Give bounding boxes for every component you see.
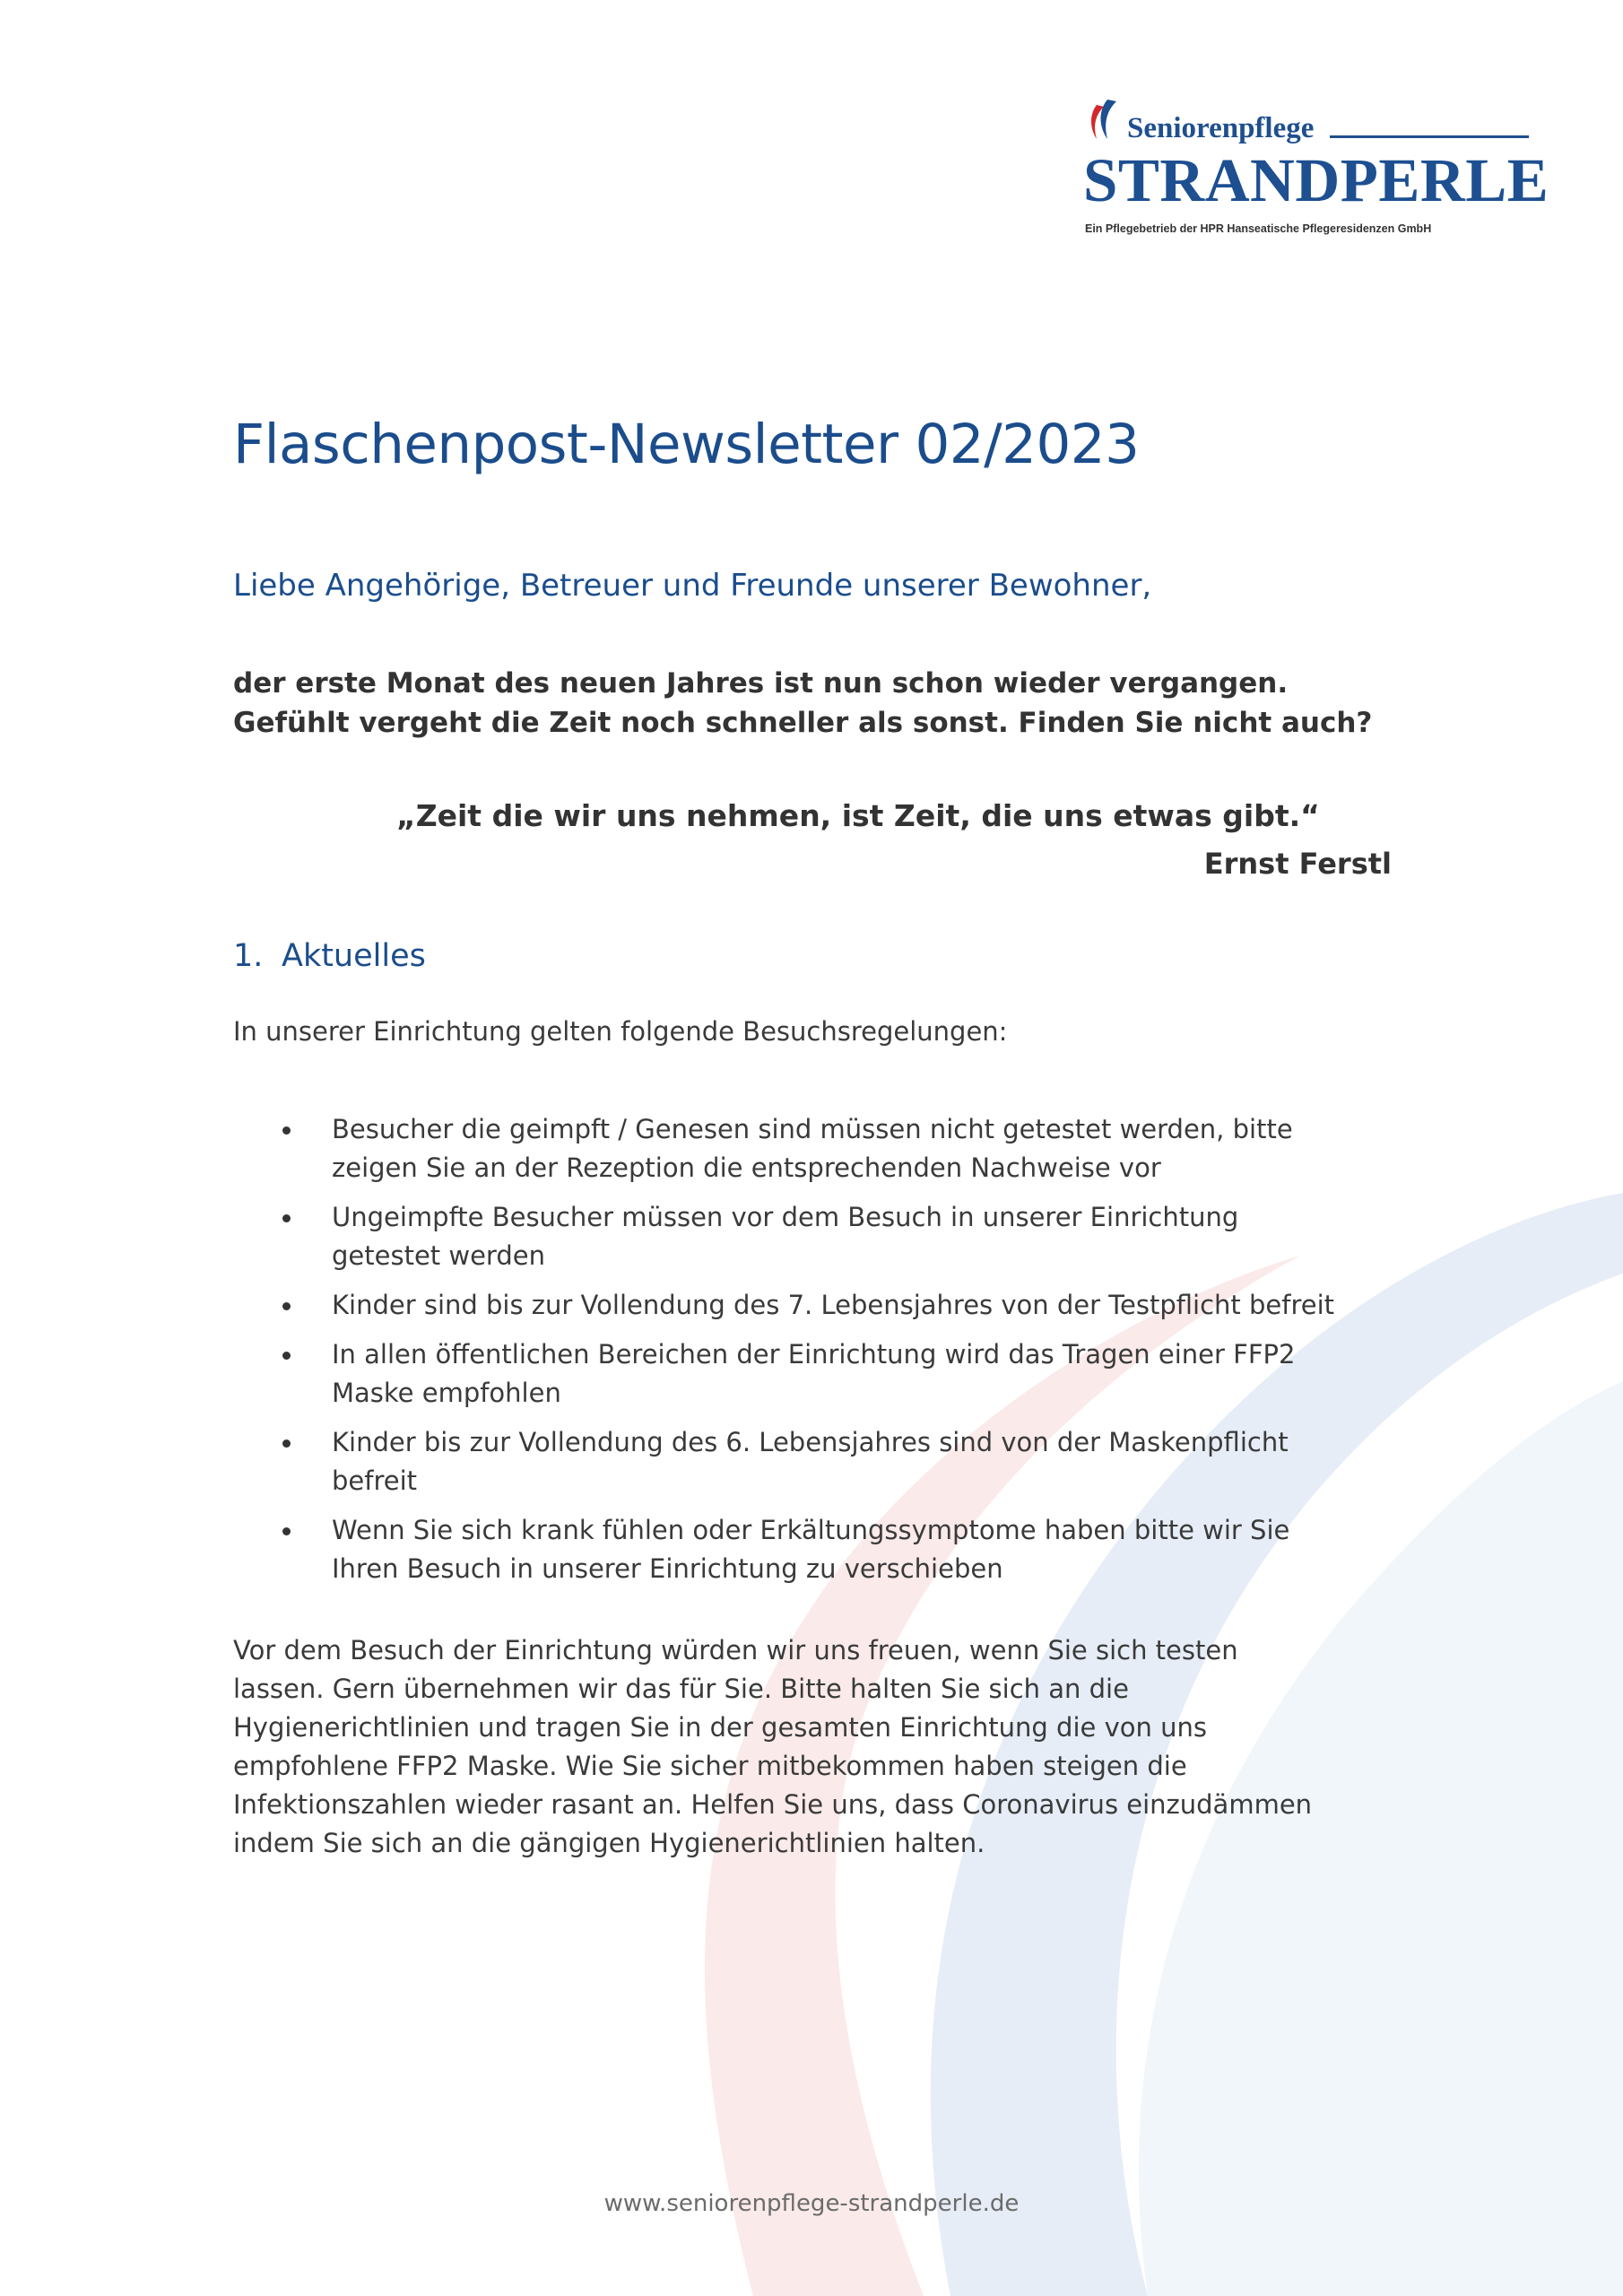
- intro-line: der erste Monat des neuen Jahres ist nun schon wieder vergangen.: [233, 667, 1289, 700]
- bullet-icon: [282, 1214, 291, 1222]
- bullet-icon: [282, 1126, 291, 1135]
- list-item: Wenn Sie sich krank fühlen oder Erkältungssymptome haben bitte wir Sie Ihren Besuch in unserer Einrichtung zu verschieben: [233, 1511, 1399, 1588]
- greeting: Liebe Angehörige, Betreuer und Freunde unserer Bewohner,: [233, 568, 1152, 604]
- paragraph-line: lassen. Gern übernehmen wir das für Sie. Bitte halten Sie sich an die: [233, 1674, 1129, 1704]
- section-heading-aktuelles: [233, 938, 426, 974]
- bullet-icon: [282, 1527, 291, 1535]
- paragraph-line: empfohlene FFP2 Maske. Wie Sie sicher mitbekommen haben steigen die: [233, 1751, 1187, 1781]
- list-item: Kinder bis zur Vollendung des 6. Lebensjahres sind von der Maskenpflicht befreit: [233, 1423, 1399, 1500]
- logo-main-text: STRANDPERLE: [1083, 146, 1549, 214]
- list-item: Ungeimpfte Besucher müssen vor dem Besuch in unserer Einrichtung getestet werden: [233, 1198, 1399, 1275]
- list-item: In allen öffentlichen Bereichen der Einrichtung wird das Tragen einer FFP2 Maske empfohlen: [233, 1335, 1399, 1413]
- bullet-icon: [282, 1352, 291, 1360]
- paragraph-line: Infektionszahlen wieder rasant an. Helfen Sie uns, dass Coronavirus einzudämmen: [233, 1789, 1313, 1820]
- body-paragraph: [233, 1631, 1417, 1863]
- section-lead: In unserer Einrichtung gelten folgende Besuchsregelungen:: [233, 1016, 1008, 1047]
- logo-subtitle: Ein Pflegebetrieb der HPR Hanseatische Pflegeresidenzen GmbH: [1085, 222, 1432, 235]
- list-item: Besucher die geimpft / Genesen sind müssen nicht getestet werden, bitte zeigen Sie an der Rezeption die entsprechenden Nachweise vor: [233, 1110, 1399, 1187]
- footer-website-link[interactable]: www.seniorenpflege-strandperle.de: [603, 2190, 1020, 2217]
- paragraph-line: Vor dem Besuch der Einrichtung würden wir uns freuen, wenn Sie sich testen: [233, 1635, 1238, 1665]
- logo-underline: [1330, 135, 1529, 138]
- logo-top-text: Seniorenpflege: [1127, 112, 1315, 144]
- section-number: 1.: [233, 938, 264, 974]
- bullet-icon: [282, 1439, 291, 1448]
- paragraph-line: indem Sie sich an die gängigen Hygienerichtlinien halten.: [233, 1828, 985, 1858]
- quote-text: „Zeit die wir uns nehmen, ist Zeit, die uns etwas gibt.“: [396, 798, 1320, 833]
- newsletter-title: Flaschenpost-Newsletter 02/2023: [233, 413, 1140, 476]
- section-title: Aktuelles: [282, 938, 426, 974]
- intro-paragraph: [233, 664, 1417, 743]
- quote-author: Ernst Ferstl: [1203, 847, 1392, 881]
- list-item: Kinder sind bis zur Vollendung des 7. Lebensjahres von der Testpflicht befreit: [233, 1286, 1399, 1325]
- bullet-icon: [282, 1302, 291, 1310]
- paragraph-line: Hygienerichtlinien und tragen Sie in der gesamten Einrichtung die von uns: [233, 1712, 1207, 1743]
- strandperle-logo: [1081, 94, 1549, 238]
- visit-rules-list: [233, 1110, 1399, 1599]
- intro-line: Gefühlt vergeht die Zeit noch schneller als sonst. Finden Sie nicht auch?: [233, 707, 1373, 739]
